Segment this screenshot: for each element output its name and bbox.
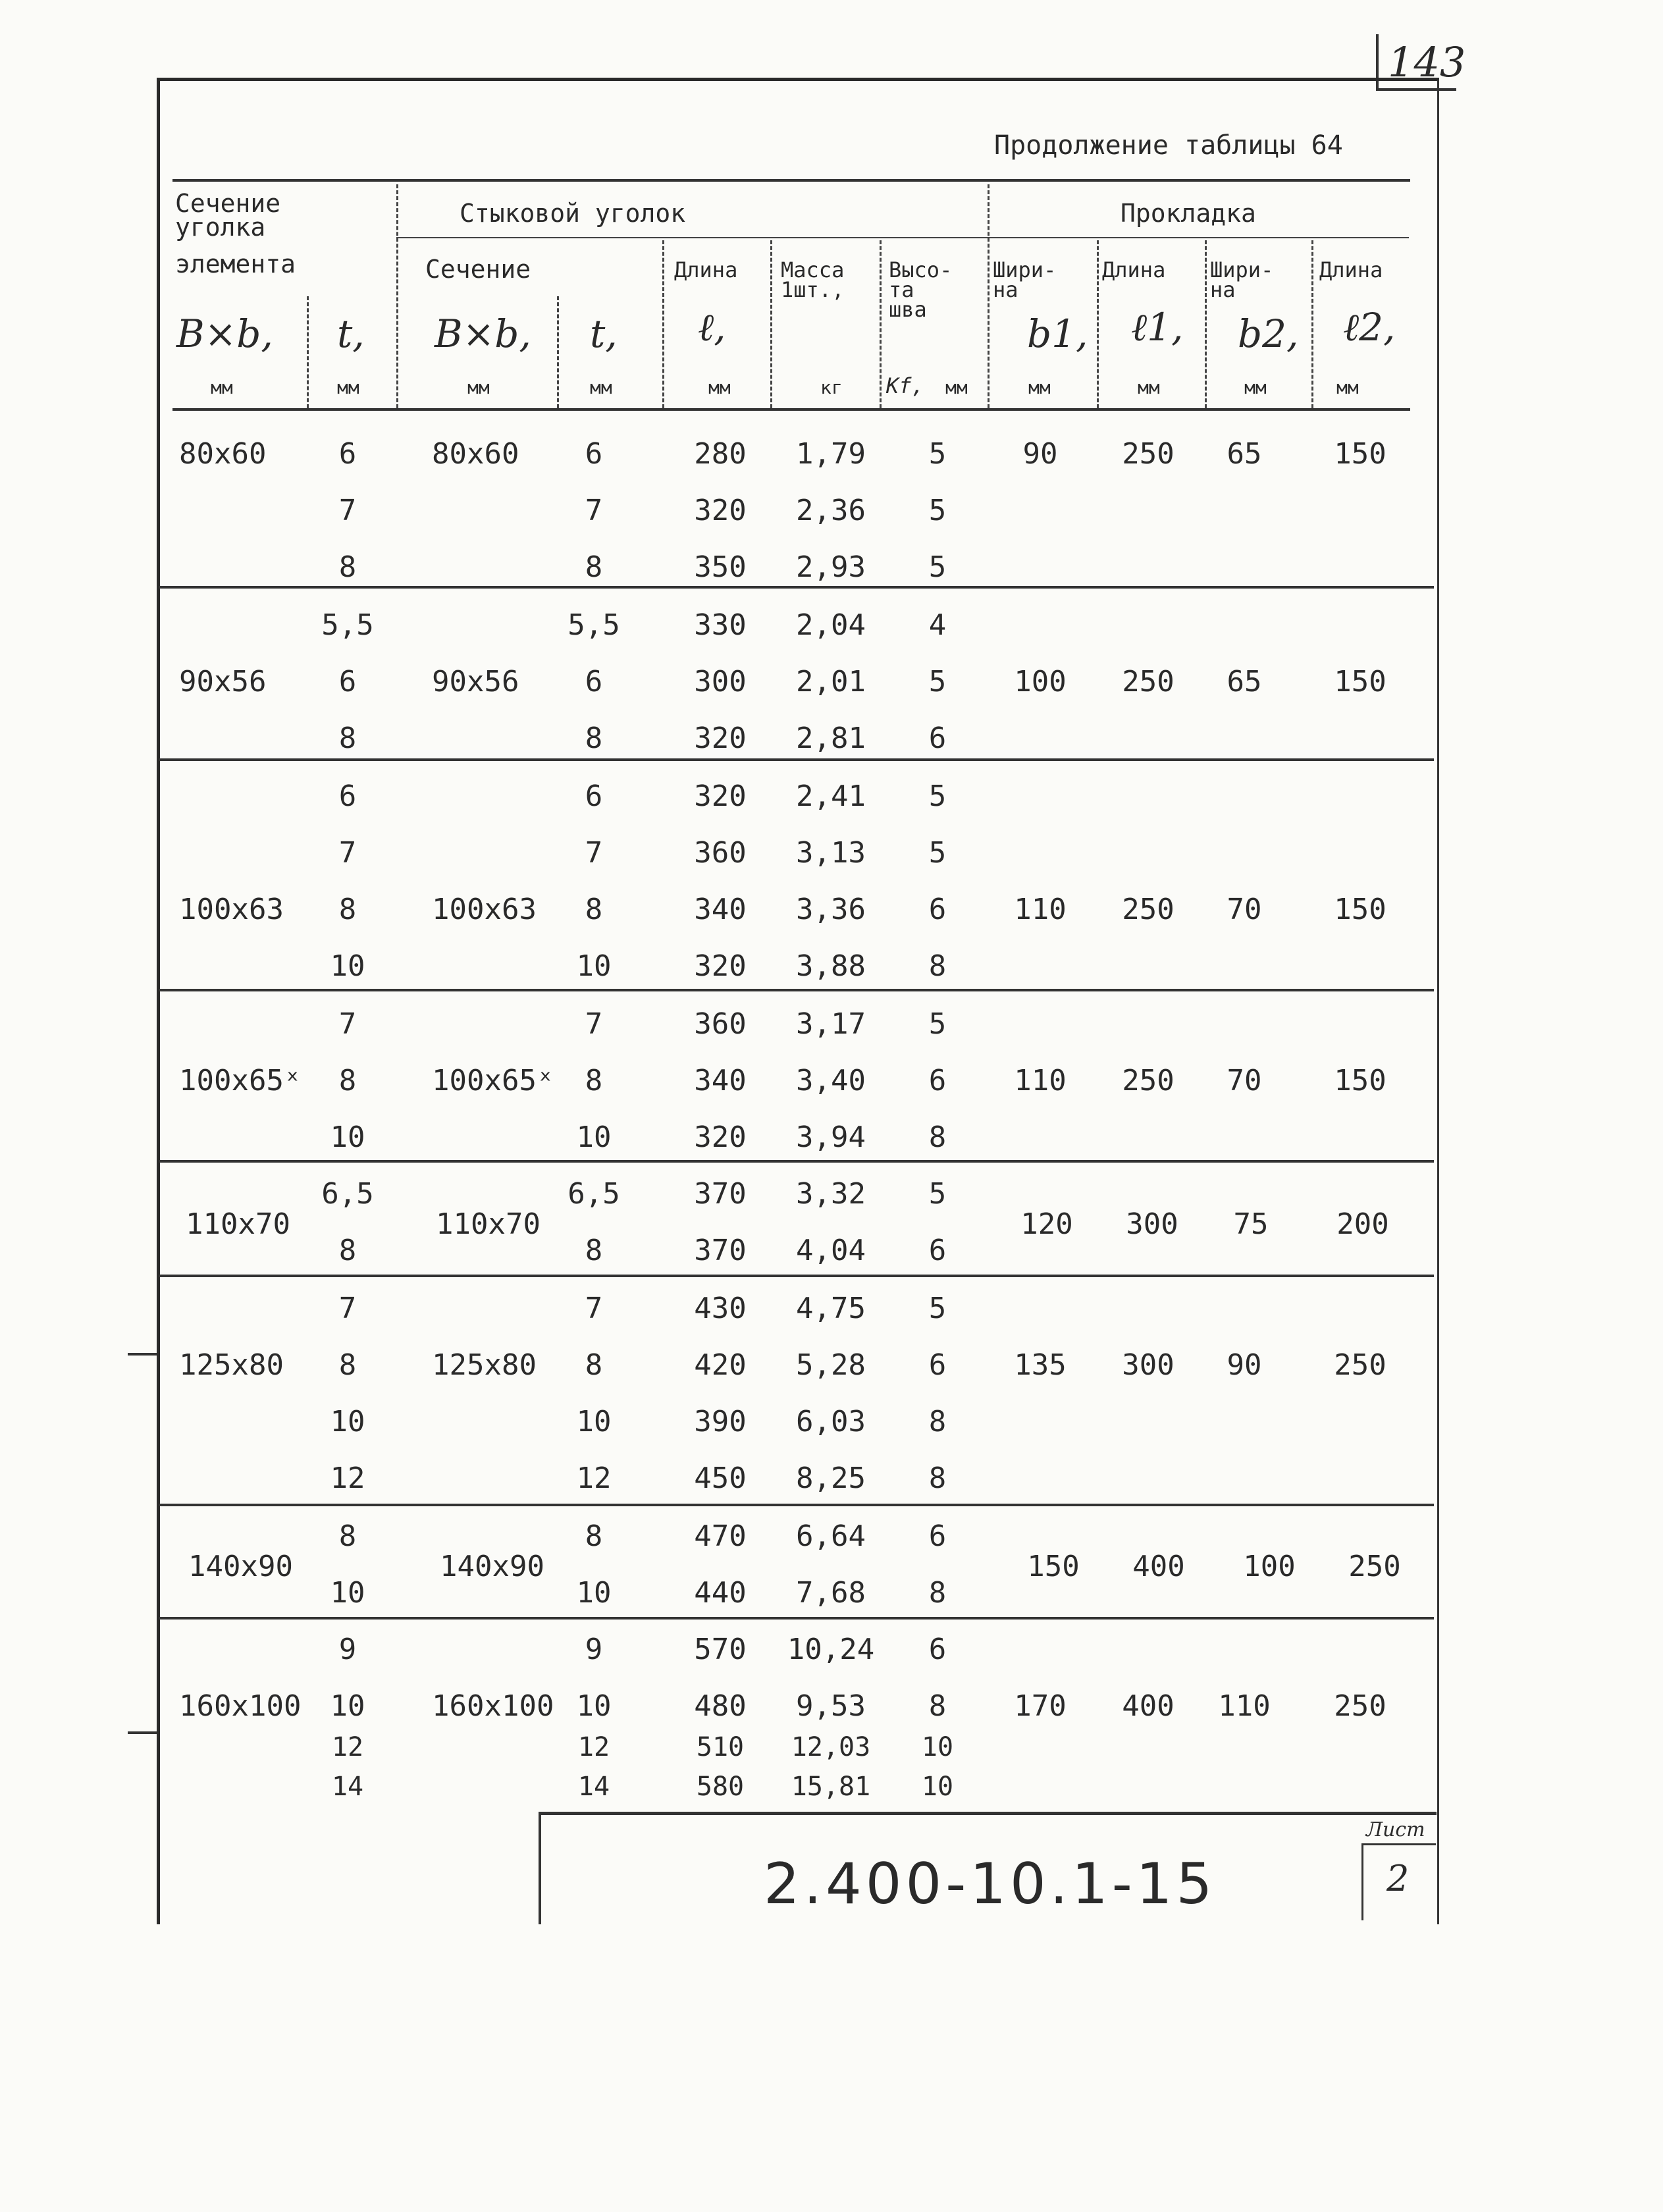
cell-mass: 3,40 xyxy=(796,1064,866,1097)
cell-t: 10 xyxy=(330,1576,365,1610)
group-separator xyxy=(159,586,1434,589)
cell-mass: 3,13 xyxy=(796,836,866,870)
cell-t2: 10 xyxy=(576,1120,612,1154)
header-height-1: Высо- xyxy=(889,257,953,282)
cell-l1: 400 xyxy=(1132,1550,1185,1583)
cell-t: 10 xyxy=(330,1689,365,1723)
cell-length: 360 xyxy=(694,1007,747,1041)
cell-kf: 5 xyxy=(928,836,947,870)
header-butt-angle: Стыковой уголок xyxy=(460,199,686,228)
col-sep xyxy=(770,240,772,408)
cell-l1: 250 xyxy=(1122,437,1175,471)
cell-el-section: 100x63 xyxy=(179,893,284,926)
header-section-line1: Сечение xyxy=(175,189,281,218)
cell-length: 320 xyxy=(694,1120,747,1154)
cell-b1: 120 xyxy=(1020,1207,1073,1241)
unit: мм xyxy=(1138,377,1160,398)
cell-mass: 7,68 xyxy=(796,1576,866,1610)
cell-b1: 110 xyxy=(1014,893,1067,926)
cell-kf: 5 xyxy=(928,437,947,471)
col-sep xyxy=(1097,240,1099,408)
page-number: 143 xyxy=(1388,38,1466,86)
cell-t: 8 xyxy=(338,1064,357,1097)
cell-length: 390 xyxy=(694,1405,747,1438)
cell-l2: 150 xyxy=(1334,893,1386,926)
cell-butt-section: 80x60 xyxy=(432,437,519,471)
document-code: 2.400-10.1-15 xyxy=(764,1851,1217,1917)
cell-t2: 10 xyxy=(576,1576,612,1610)
cell-l1: 400 xyxy=(1122,1689,1175,1723)
cell-length: 360 xyxy=(694,836,747,870)
cell-t2: 7 xyxy=(585,836,603,870)
cell-b2: 70 xyxy=(1227,893,1262,926)
cell-t: 7 xyxy=(338,836,357,870)
cell-mass: 8,25 xyxy=(796,1462,866,1495)
unit: мм xyxy=(337,377,359,398)
header-width2-1: Шири- xyxy=(1210,257,1274,282)
group-separator xyxy=(159,1617,1434,1620)
cell-l2: 200 xyxy=(1336,1207,1389,1241)
cell-mass: 3,94 xyxy=(796,1120,866,1154)
cell-el-section: 110x70 xyxy=(186,1207,290,1241)
cell-kf: 8 xyxy=(928,1120,947,1154)
cell-el-section: 80x60 xyxy=(179,437,267,471)
cell-mass: 2,81 xyxy=(796,722,866,755)
cell-t2: 8 xyxy=(585,1348,603,1382)
cell-t: 14 xyxy=(331,1772,364,1802)
cell-mass: 12,03 xyxy=(791,1732,871,1762)
header-width1-2: на xyxy=(993,277,1018,302)
cell-el-section: 140x90 xyxy=(188,1550,293,1583)
header-mass-1: Масса xyxy=(781,257,845,282)
cell-b2: 65 xyxy=(1227,665,1262,698)
cell-length: 420 xyxy=(694,1348,747,1382)
cell-t: 12 xyxy=(331,1732,364,1762)
cell-length: 300 xyxy=(694,665,747,698)
cell-length: 370 xyxy=(694,1177,747,1211)
cell-butt-section: 125x80 xyxy=(432,1348,537,1382)
cell-t2: 8 xyxy=(585,722,603,755)
header-section-line2: уголка xyxy=(175,213,266,242)
cell-length: 350 xyxy=(694,550,747,584)
header-height-2: та xyxy=(889,277,914,302)
sym-l: ℓ, xyxy=(698,305,726,350)
cell-l2: 150 xyxy=(1334,437,1386,471)
cell-length: 440 xyxy=(694,1576,747,1610)
cell-length: 340 xyxy=(694,1064,747,1097)
cell-kf: 5 xyxy=(928,550,947,584)
cell-b2: 75 xyxy=(1233,1207,1269,1241)
cell-kf: 8 xyxy=(928,1462,947,1495)
cell-mass: 15,81 xyxy=(791,1772,871,1802)
cell-mass: 6,64 xyxy=(796,1519,866,1553)
unit: мм xyxy=(211,377,233,398)
cell-t2: 12 xyxy=(576,1462,612,1495)
cell-mass: 1,79 xyxy=(796,437,866,471)
unit: мм xyxy=(1028,377,1051,398)
unit: кг xyxy=(820,377,843,398)
cell-kf: 5 xyxy=(928,1007,947,1041)
sheet-label: Лист xyxy=(1366,1818,1425,1841)
cell-t: 8 xyxy=(338,1348,357,1382)
cell-mass: 4,75 xyxy=(796,1292,866,1325)
cell-length: 340 xyxy=(694,893,747,926)
cell-l1: 250 xyxy=(1122,1064,1175,1097)
cell-t: 9 xyxy=(338,1633,357,1666)
cell-t2: 5,5 xyxy=(568,608,620,642)
cell-t2: 8 xyxy=(585,1064,603,1097)
header-top-line xyxy=(172,179,1410,182)
cell-length: 510 xyxy=(696,1732,745,1762)
cell-t2: 7 xyxy=(585,494,603,527)
cell-t: 6 xyxy=(338,665,357,698)
cell-kf: 6 xyxy=(928,1234,947,1267)
cell-kf: 6 xyxy=(928,1064,947,1097)
cell-t2: 8 xyxy=(585,1519,603,1553)
cell-butt-section: 100x63 xyxy=(432,893,537,926)
cell-t2: 6 xyxy=(585,779,603,813)
header-butt-section: Сечение xyxy=(425,255,531,284)
cell-kf: 5 xyxy=(928,1292,947,1325)
cell-length: 480 xyxy=(694,1689,747,1723)
cell-kf: 5 xyxy=(928,779,947,813)
cell-t2: 8 xyxy=(585,1234,603,1267)
sym-bxb: B×b, xyxy=(176,311,273,356)
cell-mass: 6,03 xyxy=(796,1405,866,1438)
cell-kf: 4 xyxy=(928,608,947,642)
unit: мм xyxy=(708,377,731,398)
cell-el-section: 160x100 xyxy=(179,1689,302,1723)
cell-t: 5,5 xyxy=(321,608,374,642)
cell-kf: 6 xyxy=(928,1348,947,1382)
unit: мм xyxy=(467,377,490,398)
cell-b2: 90 xyxy=(1227,1348,1262,1382)
cell-kf: 6 xyxy=(928,893,947,926)
cell-b1: 110 xyxy=(1014,1064,1067,1097)
cell-mass: 2,04 xyxy=(796,608,866,642)
cell-kf: 8 xyxy=(928,1405,947,1438)
cell-b1: 135 xyxy=(1014,1348,1067,1382)
cell-length: 320 xyxy=(694,494,747,527)
margin-tick xyxy=(128,1731,157,1734)
col-sep xyxy=(662,240,664,408)
header-width2-2: на xyxy=(1210,277,1236,302)
sym-t: t, xyxy=(337,311,365,356)
cell-mass: 2,36 xyxy=(796,494,866,527)
cell-length: 570 xyxy=(694,1633,747,1666)
cell-length: 320 xyxy=(694,949,747,983)
cell-t: 8 xyxy=(338,1234,357,1267)
unit: мм xyxy=(590,377,612,398)
cell-butt-section: 160x100 xyxy=(432,1689,554,1723)
cell-kf: 8 xyxy=(928,1689,947,1723)
cell-t2: 14 xyxy=(577,1772,610,1802)
cell-butt-section: 140x90 xyxy=(440,1550,544,1583)
cell-length: 370 xyxy=(694,1234,747,1267)
cell-t2: 6 xyxy=(585,437,603,471)
header-length1: Длина xyxy=(1102,257,1166,282)
cell-t2: 8 xyxy=(585,893,603,926)
cell-length: 330 xyxy=(694,608,747,642)
cell-l1: 300 xyxy=(1126,1207,1178,1241)
cell-t: 8 xyxy=(338,893,357,926)
cell-mass: 5,28 xyxy=(796,1348,866,1382)
cell-mass: 4,04 xyxy=(796,1234,866,1267)
col-sep xyxy=(396,184,398,408)
cell-length: 280 xyxy=(694,437,747,471)
cell-kf: 8 xyxy=(928,1576,947,1610)
cell-mass: 3,17 xyxy=(796,1007,866,1041)
cell-mass: 2,41 xyxy=(796,779,866,813)
cell-b1: 150 xyxy=(1027,1550,1080,1583)
unit: мм xyxy=(1244,377,1267,398)
cell-t2: 7 xyxy=(585,1007,603,1041)
cell-t: 8 xyxy=(338,722,357,755)
cell-t2: 6,5 xyxy=(568,1177,620,1211)
header-subline-pad xyxy=(988,237,1409,238)
cell-butt-section: 110x70 xyxy=(436,1207,541,1241)
col-sep xyxy=(1205,240,1207,408)
cell-kf: 5 xyxy=(928,665,947,698)
col-sep xyxy=(988,184,990,408)
sheet-number: 2 xyxy=(1386,1858,1410,1899)
cell-kf: 10 xyxy=(921,1772,954,1802)
col-sep xyxy=(307,296,309,408)
cell-t2: 10 xyxy=(576,1689,612,1723)
unit: мм xyxy=(945,377,968,398)
cell-kf: 6 xyxy=(928,1519,947,1553)
cell-l1: 250 xyxy=(1122,893,1175,926)
cell-t: 10 xyxy=(330,1405,365,1438)
cell-t2: 10 xyxy=(576,1405,612,1438)
header-subline xyxy=(396,237,989,238)
cell-el-section: 90x56 xyxy=(179,665,267,698)
cell-mass: 2,01 xyxy=(796,665,866,698)
header-pad: Прокладка xyxy=(1121,199,1256,228)
cell-t: 7 xyxy=(338,1292,357,1325)
cell-t2: 10 xyxy=(576,949,612,983)
sym-l1: ℓ1, xyxy=(1131,305,1184,350)
cell-length: 430 xyxy=(694,1292,747,1325)
cell-l2: 150 xyxy=(1334,1064,1386,1097)
cell-butt-section: 100x65ˣ xyxy=(432,1064,554,1097)
group-separator xyxy=(159,1504,1434,1506)
unit: мм xyxy=(1336,377,1359,398)
group-separator xyxy=(159,1160,1434,1163)
cell-kf: 5 xyxy=(928,494,947,527)
cell-t: 8 xyxy=(338,1519,357,1553)
cell-l2: 250 xyxy=(1334,1689,1386,1723)
sym-kf: Kf, xyxy=(886,373,924,398)
cell-length: 470 xyxy=(694,1519,747,1553)
cell-mass: 2,93 xyxy=(796,550,866,584)
margin-tick xyxy=(128,1353,157,1356)
cell-t: 12 xyxy=(330,1462,365,1495)
cell-kf: 6 xyxy=(928,722,947,755)
cell-t2: 6 xyxy=(585,665,603,698)
header-section-line3: элемента xyxy=(175,250,296,278)
cell-length: 580 xyxy=(696,1772,745,1802)
cell-t2: 7 xyxy=(585,1292,603,1325)
cell-t: 6,5 xyxy=(321,1177,374,1211)
cell-l2: 150 xyxy=(1334,665,1386,698)
cell-b2: 65 xyxy=(1227,437,1262,471)
sym-b2: b2, xyxy=(1238,311,1299,356)
cell-kf: 5 xyxy=(928,1177,947,1211)
cell-t: 7 xyxy=(338,1007,357,1041)
cell-b1: 100 xyxy=(1014,665,1067,698)
continuation-title: Продолжение таблицы 64 xyxy=(994,130,1343,161)
group-separator xyxy=(159,758,1434,761)
cell-length: 450 xyxy=(694,1462,747,1495)
header-length: Длина xyxy=(674,257,738,282)
cell-b1: 170 xyxy=(1014,1689,1067,1723)
cell-el-section: 100x65ˣ xyxy=(179,1064,302,1097)
cell-b2: 70 xyxy=(1227,1064,1262,1097)
cell-l1: 300 xyxy=(1122,1348,1175,1382)
cell-t2: 9 xyxy=(585,1633,603,1666)
cell-b2: 100 xyxy=(1243,1550,1296,1583)
cell-mass: 3,32 xyxy=(796,1177,866,1211)
cell-mass: 9,53 xyxy=(796,1689,866,1723)
group-separator xyxy=(159,1275,1434,1277)
cell-mass: 10,24 xyxy=(787,1633,875,1666)
cell-kf: 6 xyxy=(928,1633,947,1666)
cell-length: 320 xyxy=(694,722,747,755)
cell-el-section: 125x80 xyxy=(179,1348,284,1382)
cell-kf: 10 xyxy=(921,1732,954,1762)
cell-mass: 3,88 xyxy=(796,949,866,983)
cell-kf: 8 xyxy=(928,949,947,983)
sym-bxb-2: B×b, xyxy=(435,311,531,356)
header-length2: Длина xyxy=(1319,257,1383,282)
sym-t-2: t, xyxy=(590,311,618,356)
cell-t: 6 xyxy=(338,437,357,471)
cell-l2: 250 xyxy=(1348,1550,1401,1583)
cell-b2: 110 xyxy=(1218,1689,1271,1723)
header-width1-1: Шири- xyxy=(993,257,1057,282)
cell-t: 8 xyxy=(338,550,357,584)
header-mass-2: 1шт., xyxy=(781,277,845,302)
sym-l2: ℓ2, xyxy=(1343,305,1396,350)
cell-b1: 90 xyxy=(1022,437,1058,471)
col-sep xyxy=(880,240,882,408)
cell-t2: 8 xyxy=(585,550,603,584)
cell-length: 320 xyxy=(694,779,747,813)
cell-l1: 250 xyxy=(1122,665,1175,698)
cell-t2: 12 xyxy=(577,1732,610,1762)
header-height-3: шва xyxy=(889,297,927,322)
cell-t: 7 xyxy=(338,494,357,527)
cell-t: 10 xyxy=(330,949,365,983)
cell-t: 10 xyxy=(330,1120,365,1154)
col-sep xyxy=(1311,240,1313,408)
sym-b1: b1, xyxy=(1027,311,1088,356)
cell-mass: 3,36 xyxy=(796,893,866,926)
header-bottom-line xyxy=(172,408,1410,411)
cell-t: 6 xyxy=(338,779,357,813)
group-separator xyxy=(159,989,1434,991)
col-sep xyxy=(557,296,559,408)
cell-butt-section: 90x56 xyxy=(432,665,519,698)
cell-l2: 250 xyxy=(1334,1348,1386,1382)
